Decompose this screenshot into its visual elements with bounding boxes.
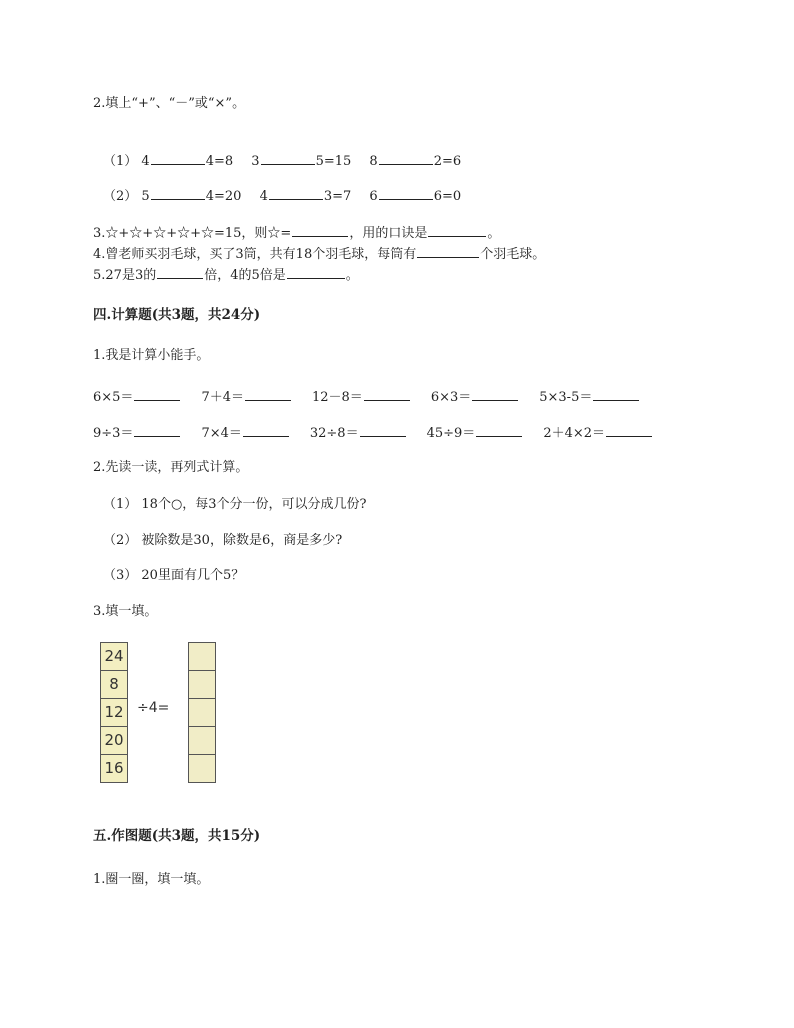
q5: 5.27是3的 倍，4的5倍是 。: [93, 265, 359, 285]
calc-expression: 7＋4＝: [201, 390, 244, 405]
q2-row-1: （1） 4 4=8 3 5=15 8 2=6: [103, 151, 461, 171]
q2-row-2: （2） 5 4=20 4 3=7 6 6=0: [103, 186, 461, 206]
row-number: （1）: [103, 154, 138, 169]
answer-cell[interactable]: [188, 642, 216, 671]
answer-blank[interactable]: [379, 186, 433, 200]
answer-blank[interactable]: [417, 244, 479, 258]
answer-blank[interactable]: [428, 223, 486, 237]
number-cell: 8: [100, 670, 128, 699]
calc-row-2: [93, 423, 673, 443]
s4-q2-item-2: （2） 被除数是30，除数是6，商是多少?: [103, 533, 343, 548]
answer-blank[interactable]: [134, 387, 180, 401]
answer-blank[interactable]: [151, 151, 205, 165]
division-figure: [97, 640, 219, 785]
section-4-title: 四.计算题(共3题，共24分): [93, 307, 261, 323]
s4-q2-item-1: （1） 18个○，每3个分一份，可以分成几份?: [103, 497, 367, 512]
answer-blank[interactable]: [157, 265, 203, 279]
answer-blank[interactable]: [134, 423, 180, 437]
answer-blank[interactable]: [606, 423, 652, 437]
answer-cell[interactable]: [188, 670, 216, 699]
answer-blank[interactable]: [269, 186, 323, 200]
answer-blank[interactable]: [593, 387, 639, 401]
calc-expression: 7×4＝: [201, 426, 242, 441]
answer-blank[interactable]: [292, 223, 348, 237]
answer-blank[interactable]: [476, 423, 522, 437]
calc-expression: 2＋4×2＝: [543, 426, 606, 441]
answer-cell[interactable]: [188, 754, 216, 783]
s4-q2-title: 2.先读一读，再列式计算。: [93, 460, 249, 475]
number-cell: 12: [100, 698, 128, 727]
answer-blank[interactable]: [243, 423, 289, 437]
answer-column: [188, 643, 216, 783]
answer-blank[interactable]: [360, 423, 406, 437]
answer-cell[interactable]: [188, 698, 216, 727]
calc-expression: 5×3-5＝: [539, 390, 593, 405]
row-number: （2）: [103, 189, 138, 204]
number-column: [100, 643, 128, 783]
answer-blank[interactable]: [151, 186, 205, 200]
s4-q2-item-3: （3） 20里面有几个5？: [103, 568, 245, 583]
q2-title: 2.填上“+”、“－”或“×”。: [93, 96, 246, 111]
q4: 4.曾老师买羽毛球，买了3筒，共有18个羽毛球，每筒有 个羽毛球。: [93, 244, 545, 264]
answer-blank[interactable]: [245, 387, 291, 401]
s4-q3-title: 3.填一填。: [93, 604, 158, 619]
calc-expression: 9÷3＝: [93, 426, 134, 441]
calc-expression: 12－8＝: [311, 390, 363, 405]
section-5-title: 五.作图题(共3题，共15分): [93, 828, 261, 844]
number-cell: 24: [100, 642, 128, 671]
s4-q1-title: 1.我是计算小能手。: [93, 348, 210, 363]
number-cell: 20: [100, 726, 128, 755]
s5-q1-title: 1.圈一圈，填一填。: [93, 872, 210, 887]
answer-blank[interactable]: [287, 265, 345, 279]
answer-blank[interactable]: [364, 387, 410, 401]
calc-row-1: [93, 387, 660, 407]
answer-blank[interactable]: [472, 387, 518, 401]
answer-cell[interactable]: [188, 726, 216, 755]
q3: 3.☆+☆+☆+☆+☆=15，则☆= ，用的口诀是 。: [93, 223, 500, 243]
division-operator: ÷4=: [137, 700, 170, 716]
calc-expression: 6×3＝: [430, 390, 472, 405]
calc-expression: 6×5＝: [93, 390, 134, 405]
answer-blank[interactable]: [261, 151, 315, 165]
answer-blank[interactable]: [379, 151, 433, 165]
calc-expression: 45÷9＝: [426, 426, 476, 441]
number-cell: 16: [100, 754, 128, 783]
calc-expression: 32÷8＝: [309, 426, 359, 441]
